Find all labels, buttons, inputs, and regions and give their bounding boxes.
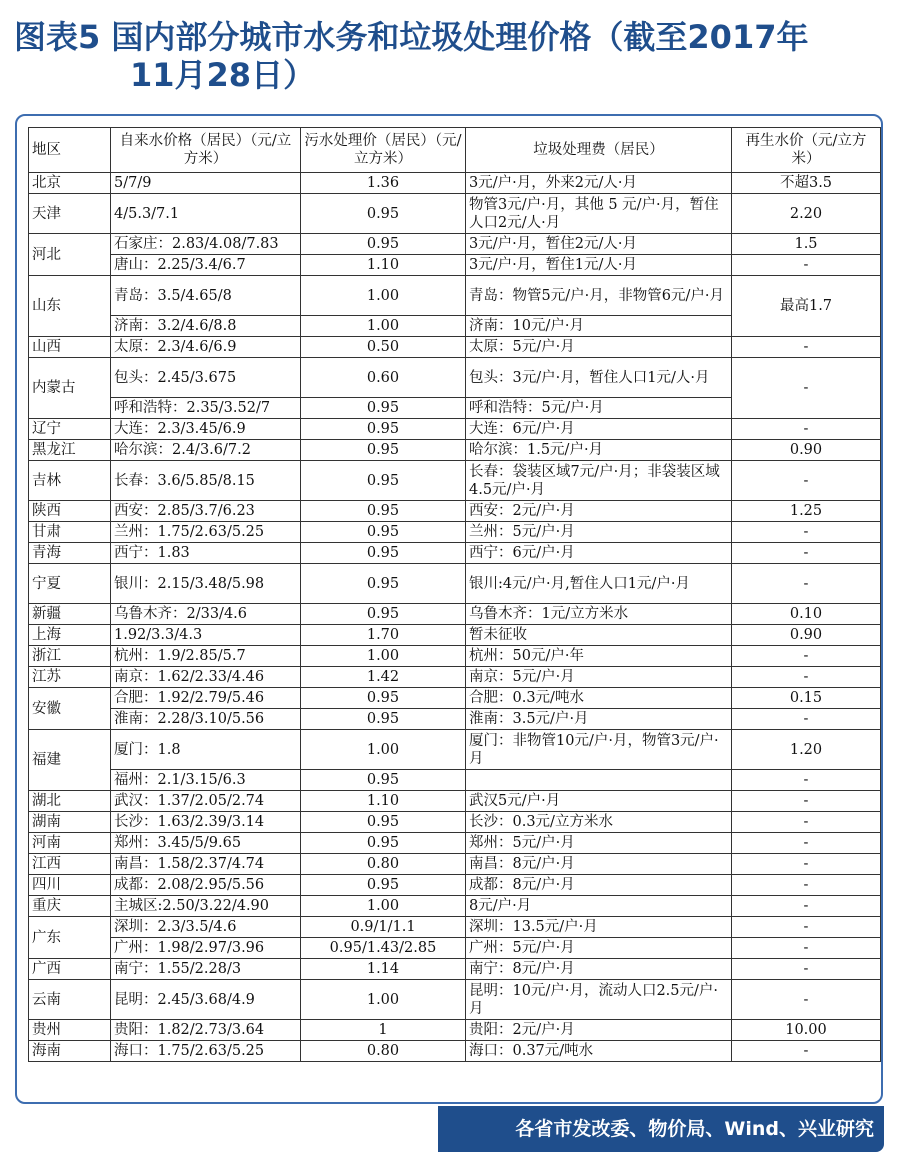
cell-sewage: 0.95 [301,604,466,625]
cell-recycled: - [732,522,881,543]
cell-garbage: 深圳：13.5元/户·月 [466,917,732,938]
cell-region: 山东 [29,276,111,337]
cell-garbage: 厦门：非物管10元/户·月，物管3元/户·月 [466,730,732,770]
cell-sewage: 0.95 [301,419,466,440]
table-row [29,730,881,770]
cell-garbage: 3元/户·月，暂住2元/人·月 [466,234,732,255]
cell-recycled: - [732,812,881,833]
cell-sewage: 1.00 [301,730,466,770]
cell-tap-water: 兰州：1.75/2.63/5.25 [111,522,301,543]
cell-recycled: 1.25 [732,501,881,522]
cell-recycled: - [732,543,881,564]
cell-region: 广东 [29,917,111,959]
cell-recycled: - [732,646,881,667]
cell-recycled: 10.00 [732,1020,881,1041]
cell-sewage: 1.00 [301,276,466,316]
cell-garbage: 8元/户·月 [466,896,732,917]
header-tap-water: 自来水价格（居民）（元/立方米） [111,128,301,173]
price-table [28,127,881,1062]
cell-region: 上海 [29,625,111,646]
table-row [29,791,881,812]
cell-recycled: 1.20 [732,730,881,770]
cell-region: 江西 [29,854,111,875]
cell-region: 山西 [29,337,111,358]
cell-tap-water: 合肥：1.92/2.79/5.46 [111,688,301,709]
table-row [29,1041,881,1062]
title-line-1: 图表5 国内部分城市水务和垃圾处理价格（截至2017年 [14,18,809,56]
cell-tap-water: 福州：2.1/3.15/6.3 [111,770,301,791]
cell-sewage: 0.95 [301,875,466,896]
cell-region: 云南 [29,980,111,1020]
table-row [29,854,881,875]
cell-sewage: 0.60 [301,358,466,398]
table-row [29,980,881,1020]
table-row [29,688,881,709]
cell-sewage: 1.36 [301,173,466,194]
cell-region: 湖北 [29,791,111,812]
cell-garbage: 郑州：5元/户·月 [466,833,732,854]
table-row [29,709,881,730]
cell-tap-water: 武汉：1.37/2.05/2.74 [111,791,301,812]
table-row [29,833,881,854]
cell-region: 陕西 [29,501,111,522]
cell-sewage: 0.95 [301,501,466,522]
cell-recycled: 0.10 [732,604,881,625]
table-row [29,812,881,833]
cell-region: 广西 [29,959,111,980]
cell-sewage: 1.00 [301,646,466,667]
cell-garbage: 贵阳：2元/户·月 [466,1020,732,1041]
cell-tap-water: 哈尔滨：2.4/3.6/7.2 [111,440,301,461]
cell-recycled: 0.15 [732,688,881,709]
cell-garbage: 包头：3元/户·月，暂住人口1元/人·月 [466,358,732,398]
cell-sewage: 0.95 [301,461,466,501]
cell-region: 福建 [29,730,111,791]
cell-garbage: 兰州：5元/户·月 [466,522,732,543]
cell-tap-water: 石家庄：2.83/4.08/7.83 [111,234,301,255]
cell-sewage: 1.00 [301,896,466,917]
cell-garbage: 暂未征收 [466,625,732,646]
cell-sewage: 0.50 [301,337,466,358]
cell-sewage: 0.95 [301,709,466,730]
cell-garbage: 广州：5元/户·月 [466,938,732,959]
cell-garbage: 3元/户·月，暂住1元/人·月 [466,255,732,276]
cell-garbage [466,770,732,791]
table-row [29,564,881,604]
cell-garbage: 长沙：0.3元/立方米水 [466,812,732,833]
cell-garbage: 大连：6元/户·月 [466,419,732,440]
cell-tap-water: 厦门：1.8 [111,730,301,770]
cell-sewage: 1.10 [301,791,466,812]
cell-recycled: 0.90 [732,440,881,461]
table-row [29,646,881,667]
table-row [29,896,881,917]
cell-garbage: 武汉5元/户·月 [466,791,732,812]
cell-sewage: 1.14 [301,959,466,980]
cell-garbage: 南昌：8元/户·月 [466,854,732,875]
cell-region: 湖南 [29,812,111,833]
cell-sewage: 0.95 [301,770,466,791]
cell-recycled: - [732,358,881,419]
cell-region: 四川 [29,875,111,896]
cell-recycled: - [732,980,881,1020]
cell-garbage: 乌鲁木齐：1元/立方米水 [466,604,732,625]
cell-tap-water: 银川：2.15/3.48/5.98 [111,564,301,604]
table-header-row [29,128,881,173]
table-row [29,173,881,194]
cell-recycled: - [732,938,881,959]
cell-recycled: - [732,709,881,730]
cell-tap-water: 唐山：2.25/3.4/6.7 [111,255,301,276]
cell-sewage: 0.95 [301,522,466,543]
table-body [29,173,881,1062]
cell-recycled: 不超3.5 [732,173,881,194]
cell-tap-water: 南昌：1.58/2.37/4.74 [111,854,301,875]
cell-tap-water: 5/7/9 [111,173,301,194]
cell-sewage: 0.95 [301,833,466,854]
cell-region: 宁夏 [29,564,111,604]
cell-recycled: - [732,854,881,875]
table-row [29,959,881,980]
cell-tap-water: 1.92/3.3/4.3 [111,625,301,646]
cell-tap-water: 西安：2.85/3.7/6.23 [111,501,301,522]
cell-recycled: 最高1.7 [732,276,881,337]
header-recycled: 再生水价（元/立方米） [732,128,881,173]
cell-region: 贵州 [29,1020,111,1041]
cell-garbage: 成都：8元/户·月 [466,875,732,896]
table-row [29,276,881,316]
cell-sewage: 0.95/1.43/2.85 [301,938,466,959]
cell-recycled: - [732,833,881,854]
table-row [29,337,881,358]
cell-tap-water: 昆明：2.45/3.68/4.9 [111,980,301,1020]
cell-sewage: 1.00 [301,316,466,337]
cell-garbage: 南宁：8元/户·月 [466,959,732,980]
page-title [14,18,894,94]
cell-tap-water: 南京：1.62/2.33/4.46 [111,667,301,688]
cell-tap-water: 主城区:2.50/3.22/4.90 [111,896,301,917]
table-row [29,440,881,461]
cell-region: 江苏 [29,667,111,688]
cell-region: 北京 [29,173,111,194]
title-line-2: 11月28日） [130,56,316,94]
table-row [29,419,881,440]
cell-recycled: - [732,770,881,791]
cell-region: 安徽 [29,688,111,730]
cell-tap-water: 长春：3.6/5.85/8.15 [111,461,301,501]
cell-recycled: - [732,917,881,938]
table-row [29,255,881,276]
cell-tap-water: 长沙：1.63/2.39/3.14 [111,812,301,833]
cell-sewage: 0.95 [301,688,466,709]
cell-tap-water: 贵阳：1.82/2.73/3.64 [111,1020,301,1041]
cell-tap-water: 杭州：1.9/2.85/5.7 [111,646,301,667]
cell-garbage: 西宁：6元/户·月 [466,543,732,564]
cell-sewage: 0.95 [301,564,466,604]
table-row [29,1020,881,1041]
cell-region: 黑龙江 [29,440,111,461]
cell-region: 天津 [29,194,111,234]
cell-region: 吉林 [29,461,111,501]
cell-garbage: 西安：2元/户·月 [466,501,732,522]
cell-recycled: - [732,461,881,501]
cell-garbage: 银川:4元/户·月,暂住人口1元/户·月 [466,564,732,604]
cell-region: 青海 [29,543,111,564]
cell-tap-water: 郑州：3.45/5/9.65 [111,833,301,854]
cell-region: 新疆 [29,604,111,625]
table-row [29,770,881,791]
cell-tap-water: 乌鲁木齐：2/33/4.6 [111,604,301,625]
table-row [29,938,881,959]
cell-region: 重庆 [29,896,111,917]
table-row [29,194,881,234]
table-row [29,543,881,564]
header-sewage: 污水处理价（居民）（元/立方米） [301,128,466,173]
cell-region: 海南 [29,1041,111,1062]
cell-garbage: 合肥：0.3元/吨水 [466,688,732,709]
cell-recycled: - [732,791,881,812]
cell-garbage: 呼和浩特：5元/户·月 [466,398,732,419]
cell-recycled: - [732,255,881,276]
cell-tap-water: 淮南：2.28/3.10/5.56 [111,709,301,730]
cell-recycled: - [732,875,881,896]
cell-region: 甘肃 [29,522,111,543]
cell-garbage: 昆明：10元/户·月，流动人口2.5元/户·月 [466,980,732,1020]
cell-sewage: 0.9/1/1.1 [301,917,466,938]
cell-region: 河南 [29,833,111,854]
cell-garbage: 杭州：50元/户·年 [466,646,732,667]
cell-sewage: 0.95 [301,440,466,461]
cell-sewage: 0.95 [301,543,466,564]
table-row [29,358,881,398]
cell-garbage: 南京：5元/户·月 [466,667,732,688]
cell-sewage: 1.42 [301,667,466,688]
table-row [29,461,881,501]
cell-region: 浙江 [29,646,111,667]
cell-garbage: 青岛：物管5元/户·月，非物管6元/户·月 [466,276,732,316]
cell-tap-water: 4/5.3/7.1 [111,194,301,234]
cell-garbage: 太原：5元/户·月 [466,337,732,358]
table-row [29,604,881,625]
cell-sewage: 1.00 [301,980,466,1020]
cell-recycled: - [732,1041,881,1062]
header-region: 地区 [29,128,111,173]
cell-tap-water: 太原：2.3/4.6/6.9 [111,337,301,358]
cell-sewage: 1.10 [301,255,466,276]
cell-recycled: 1.5 [732,234,881,255]
table-row [29,234,881,255]
cell-recycled: 2.20 [732,194,881,234]
cell-tap-water: 深圳：2.3/3.5/4.6 [111,917,301,938]
cell-region: 辽宁 [29,419,111,440]
cell-sewage: 0.95 [301,234,466,255]
table-row [29,625,881,646]
table-row [29,917,881,938]
cell-sewage: 1.70 [301,625,466,646]
cell-garbage: 海口：0.37元/吨水 [466,1041,732,1062]
cell-recycled: - [732,667,881,688]
cell-sewage: 0.80 [301,1041,466,1062]
cell-region: 内蒙古 [29,358,111,419]
cell-recycled: - [732,337,881,358]
cell-recycled: 0.90 [732,625,881,646]
table-row [29,522,881,543]
cell-tap-water: 西宁：1.83 [111,543,301,564]
cell-sewage: 0.80 [301,854,466,875]
cell-tap-water: 青岛：3.5/4.65/8 [111,276,301,316]
cell-sewage: 0.95 [301,398,466,419]
table-row [29,875,881,896]
cell-recycled: - [732,564,881,604]
cell-tap-water: 海口：1.75/2.63/5.25 [111,1041,301,1062]
cell-garbage: 物管3元/户·月，其他 5 元/户·月，暂住人口2元/人·月 [466,194,732,234]
cell-sewage: 0.95 [301,812,466,833]
cell-sewage: 0.95 [301,194,466,234]
cell-recycled: - [732,896,881,917]
cell-recycled: - [732,959,881,980]
cell-tap-water: 成都：2.08/2.95/5.56 [111,875,301,896]
cell-garbage: 淮南：3.5元/户·月 [466,709,732,730]
cell-garbage: 长春：袋装区域7元/户·月；非袋装区域4.5元/户·月 [466,461,732,501]
cell-sewage: 1 [301,1020,466,1041]
table-row [29,667,881,688]
cell-recycled: - [732,419,881,440]
cell-region: 河北 [29,234,111,276]
cell-garbage: 哈尔滨：1.5元/户·月 [466,440,732,461]
cell-garbage: 济南：10元/户·月 [466,316,732,337]
cell-tap-water: 南宁：1.55/2.28/3 [111,959,301,980]
cell-garbage: 3元/户·月，外来2元/人·月 [466,173,732,194]
cell-tap-water: 广州：1.98/2.97/3.96 [111,938,301,959]
cell-tap-water: 呼和浩特：2.35/3.52/7 [111,398,301,419]
cell-tap-water: 大连：2.3/3.45/6.9 [111,419,301,440]
table-row [29,501,881,522]
cell-tap-water: 济南：3.2/4.6/8.8 [111,316,301,337]
source-banner: 各省市发改委、物价局、Wind、兴业研究 [438,1106,884,1152]
header-garbage: 垃圾处理费（居民） [466,128,732,173]
cell-tap-water: 包头：2.45/3.675 [111,358,301,398]
